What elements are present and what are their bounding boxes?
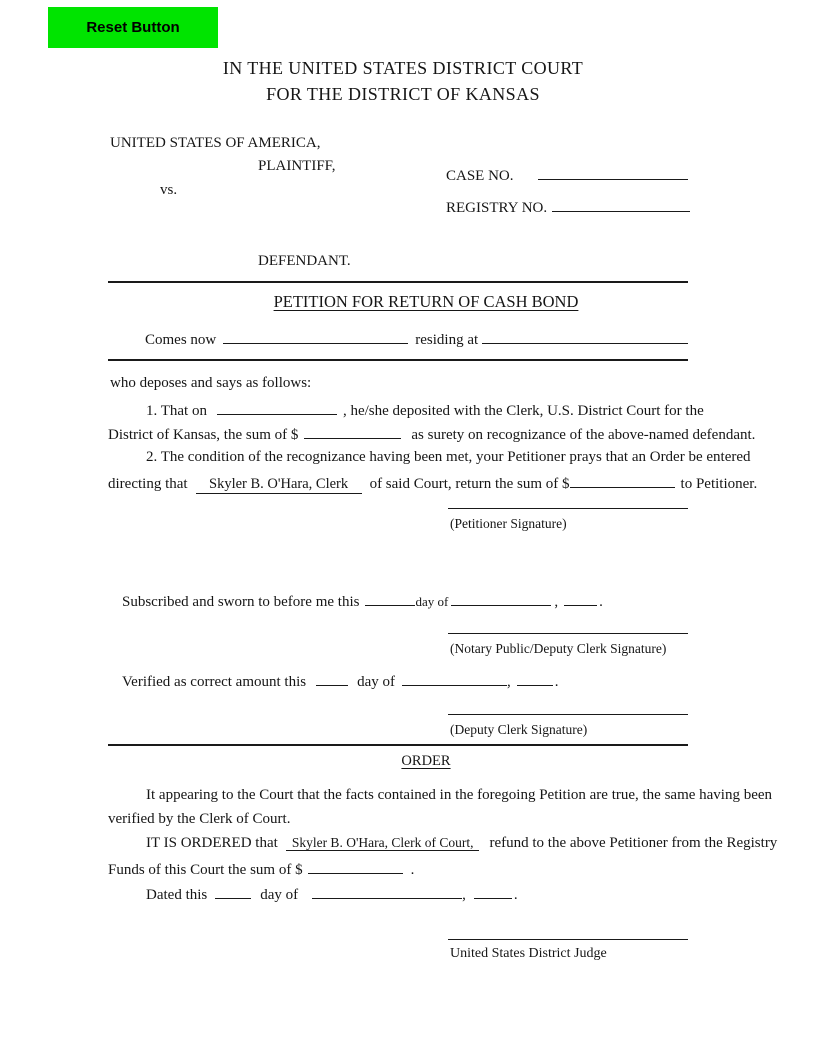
judge-signature-line — [448, 939, 688, 940]
court-title-line1: IN THE UNITED STATES DISTRICT COURT — [222, 58, 584, 78]
residence-field[interactable] — [482, 328, 688, 344]
case-no-row — [446, 164, 688, 186]
petition-heading: PETITION FOR RETURN OF CASH BOND — [273, 292, 579, 311]
court-title-line2: FOR THE DISTRICT OF KANSAS — [266, 84, 540, 104]
case-no-label: CASE NO. — [446, 168, 514, 184]
dated-month-field[interactable] — [312, 883, 462, 899]
plaintiff-name: UNITED STATES OF AMERICA, — [110, 135, 321, 151]
order-divider-line — [108, 744, 688, 746]
refund-amount-field[interactable] — [308, 858, 403, 874]
caption-divider-line — [108, 281, 688, 283]
return-amount-field[interactable] — [570, 472, 675, 488]
para2-tail: to Petitioner. — [680, 476, 758, 492]
comes-now-label: Comes now — [145, 332, 217, 348]
dated-lead: Dated this — [146, 887, 208, 903]
para2-line2 — [108, 472, 757, 494]
defendant-role: DEFENDANT. — [258, 253, 351, 269]
petitioner-name-field[interactable] — [223, 328, 408, 344]
registry-no-label: REGISTRY NO. — [446, 200, 548, 216]
plaintiff-role: PLAINTIFF, — [258, 158, 336, 174]
order-clerk-name-field[interactable]: Skyler B. O'Hara, Clerk of Court, — [286, 835, 480, 851]
dated-day-of-label: day of — [260, 887, 299, 903]
subscribed-line — [122, 590, 603, 612]
verified-lead: Verified as correct amount this — [122, 674, 307, 690]
registry-no-row — [446, 196, 690, 218]
subscribed-day-field[interactable] — [365, 590, 415, 606]
notary-signature-line — [448, 633, 688, 634]
para2-lead: directing that — [108, 476, 188, 492]
clerk-name-field[interactable]: Skyler B. O'Hara, Clerk — [196, 475, 362, 494]
reset-button[interactable]: Reset Button — [48, 7, 218, 48]
verified-year-field[interactable] — [517, 670, 553, 686]
para1-line1 — [146, 399, 704, 421]
verified-period: . — [554, 674, 559, 690]
versus-label: vs. — [160, 182, 178, 198]
order-para2-line2 — [108, 858, 414, 880]
order-para2-lead: IT IS ORDERED that — [146, 835, 278, 851]
residing-at-label: residing at — [415, 332, 479, 348]
judge-signature-label: United States District Judge — [450, 946, 607, 961]
subscribed-lead: Subscribed and sworn to before me this — [122, 594, 360, 610]
residence-continuation-line — [108, 359, 688, 361]
order-para2-tail: refund to the above Petitioner from the Registry — [489, 835, 778, 851]
petitioner-signature-label: (Petitioner Signature) — [450, 516, 567, 531]
dated-period: . — [513, 887, 518, 903]
subscribed-period: . — [599, 594, 603, 610]
dated-line — [146, 883, 518, 905]
subscribed-month-field[interactable] — [451, 590, 551, 606]
registry-no-field[interactable] — [552, 196, 690, 212]
deputy-signature-line — [448, 714, 688, 715]
order-para2-line1 — [146, 834, 777, 853]
verified-comma: , — [507, 674, 511, 690]
verified-day-field[interactable] — [316, 670, 348, 686]
subscribed-year-field[interactable] — [564, 590, 597, 606]
order-para1-line1: It appearing to the Court that the facts contained in the foregoing Petition are true, the same having been — [146, 787, 773, 803]
para1-lead: 1. That on — [146, 403, 207, 419]
dated-year-field[interactable] — [474, 883, 512, 899]
subscribed-day-of-label: day of — [415, 594, 449, 609]
deputy-signature-label: (Deputy Clerk Signature) — [450, 722, 588, 737]
subscribed-comma: , — [554, 594, 559, 610]
para1-after-date: , he/she deposited with the Clerk, U.S. District Court for the — [342, 403, 704, 419]
case-no-field[interactable] — [538, 164, 688, 180]
dated-day-field[interactable] — [215, 883, 251, 899]
verified-day-of-label: day of — [357, 674, 396, 690]
deposit-date-field[interactable] — [217, 399, 337, 415]
order-para3-lead: Funds of this Court the sum of $ — [108, 862, 303, 878]
para1-line2 — [108, 423, 755, 445]
order-heading: ORDER — [401, 753, 451, 769]
deposes-line: who deposes and says as follows: — [110, 375, 312, 391]
verified-month-field[interactable] — [402, 670, 507, 686]
para2-mid: of said Court, return the sum of $ — [369, 476, 570, 492]
notary-signature-label: (Notary Public/Deputy Clerk Signature) — [450, 641, 667, 656]
dated-comma: , — [462, 887, 466, 903]
comes-now-line — [145, 328, 688, 350]
deposit-amount-field[interactable] — [304, 423, 401, 439]
verified-line — [122, 670, 559, 692]
para1-line2-lead: District of Kansas, the sum of $ — [108, 427, 299, 443]
petitioner-signature-line — [448, 508, 688, 509]
para1-line2-tail: as surety on recognizance of the above-named defendant. — [411, 427, 756, 443]
para2-line1: 2. The condition of the recognizance having been met, your Petitioner prays that an Order be entered — [146, 449, 751, 465]
order-para3-tail: . — [410, 862, 415, 878]
order-para1-line2: verified by the Clerk of Court. — [108, 811, 291, 827]
